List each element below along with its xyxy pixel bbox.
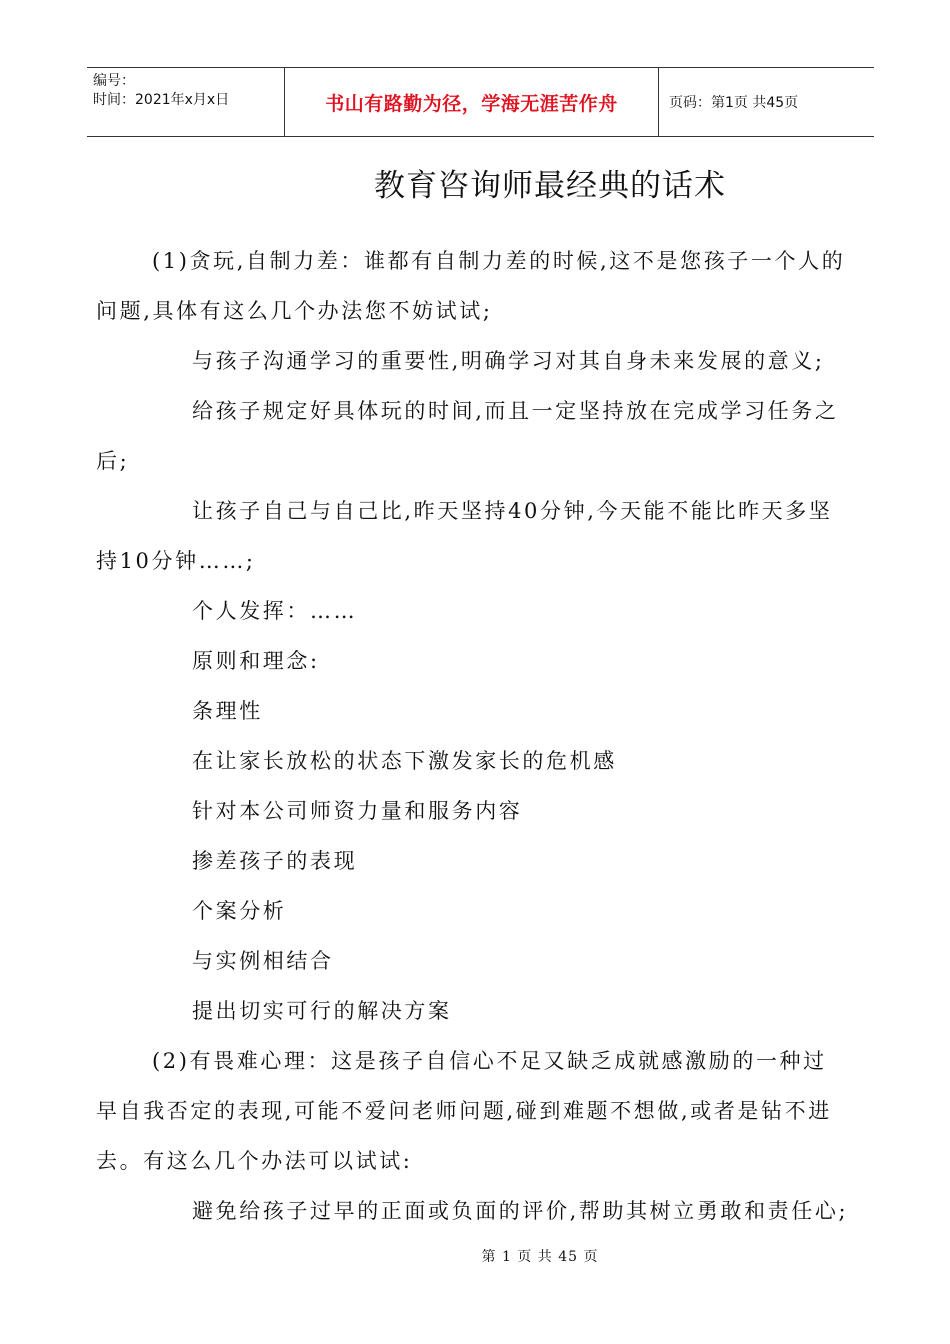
- header-motto-cell: [285, 68, 659, 136]
- document-title: 教育咨询师最经典的话术: [374, 168, 726, 204]
- body-line: 去。有这么几个办法可以试试:: [96, 1149, 413, 1173]
- body-line: 给孩子规定好具体玩的时间,而且一定坚持放在完成学习任务之: [192, 399, 839, 423]
- header-page-info-cell: [659, 68, 874, 136]
- body-line: 在让家长放松的状态下激发家长的危机感: [192, 749, 617, 773]
- body-line: 让孩子自己与自己比,昨天坚持40分钟,今天能不能比昨天多坚: [192, 499, 833, 523]
- body-line: 掺差孩子的表现: [192, 849, 358, 873]
- body-line: (1)贪玩,自制力差：谁都有自制力差的时候,这不是您孩子一个人的: [152, 249, 846, 273]
- header-meta: [87, 68, 285, 136]
- body-line: 针对本公司师资力量和服务内容: [192, 799, 523, 823]
- page-header: [87, 67, 874, 137]
- body-line: 与孩子沟通学习的重要性,明确学习对其自身未来发展的意义;: [192, 349, 825, 373]
- page-info: 页码：第1页 共45页: [669, 95, 799, 111]
- body-line: (2)有畏难心理：这是孩子自信心不足又缺乏成就感激励的一种过: [152, 1049, 827, 1073]
- body-line: 条理性: [192, 699, 263, 723]
- body-line: 个案分析: [192, 899, 287, 923]
- body-line: 持10分钟……;: [96, 549, 256, 573]
- body-line: 后;: [96, 449, 130, 473]
- body-line: 避免给孩子过早的正面或负面的评价,帮助其树立勇敢和责任心;: [192, 1199, 849, 1223]
- number-label: 编号：: [93, 73, 135, 89]
- page-footer: 第 1 页 共 45 页: [481, 1249, 599, 1265]
- body-line: 提出切实可行的解决方案: [192, 999, 452, 1023]
- document-body: [96, 236, 866, 1236]
- body-line: 早自我否定的表现,可能不爱问老师问题,碰到难题不想做,或者是钻不进: [96, 1099, 832, 1123]
- motto-text: 书山有路勤为径，学海无涯苦作舟: [325, 92, 618, 115]
- body-line: 个人发挥：……: [192, 599, 358, 623]
- body-line: 问题,具体有这么几个办法您不妨试试;: [96, 299, 493, 323]
- body-line: 原则和理念:: [192, 649, 320, 673]
- time-label: 时间：2021年x月x日: [93, 92, 230, 108]
- body-line: 与实例相结合: [192, 949, 334, 973]
